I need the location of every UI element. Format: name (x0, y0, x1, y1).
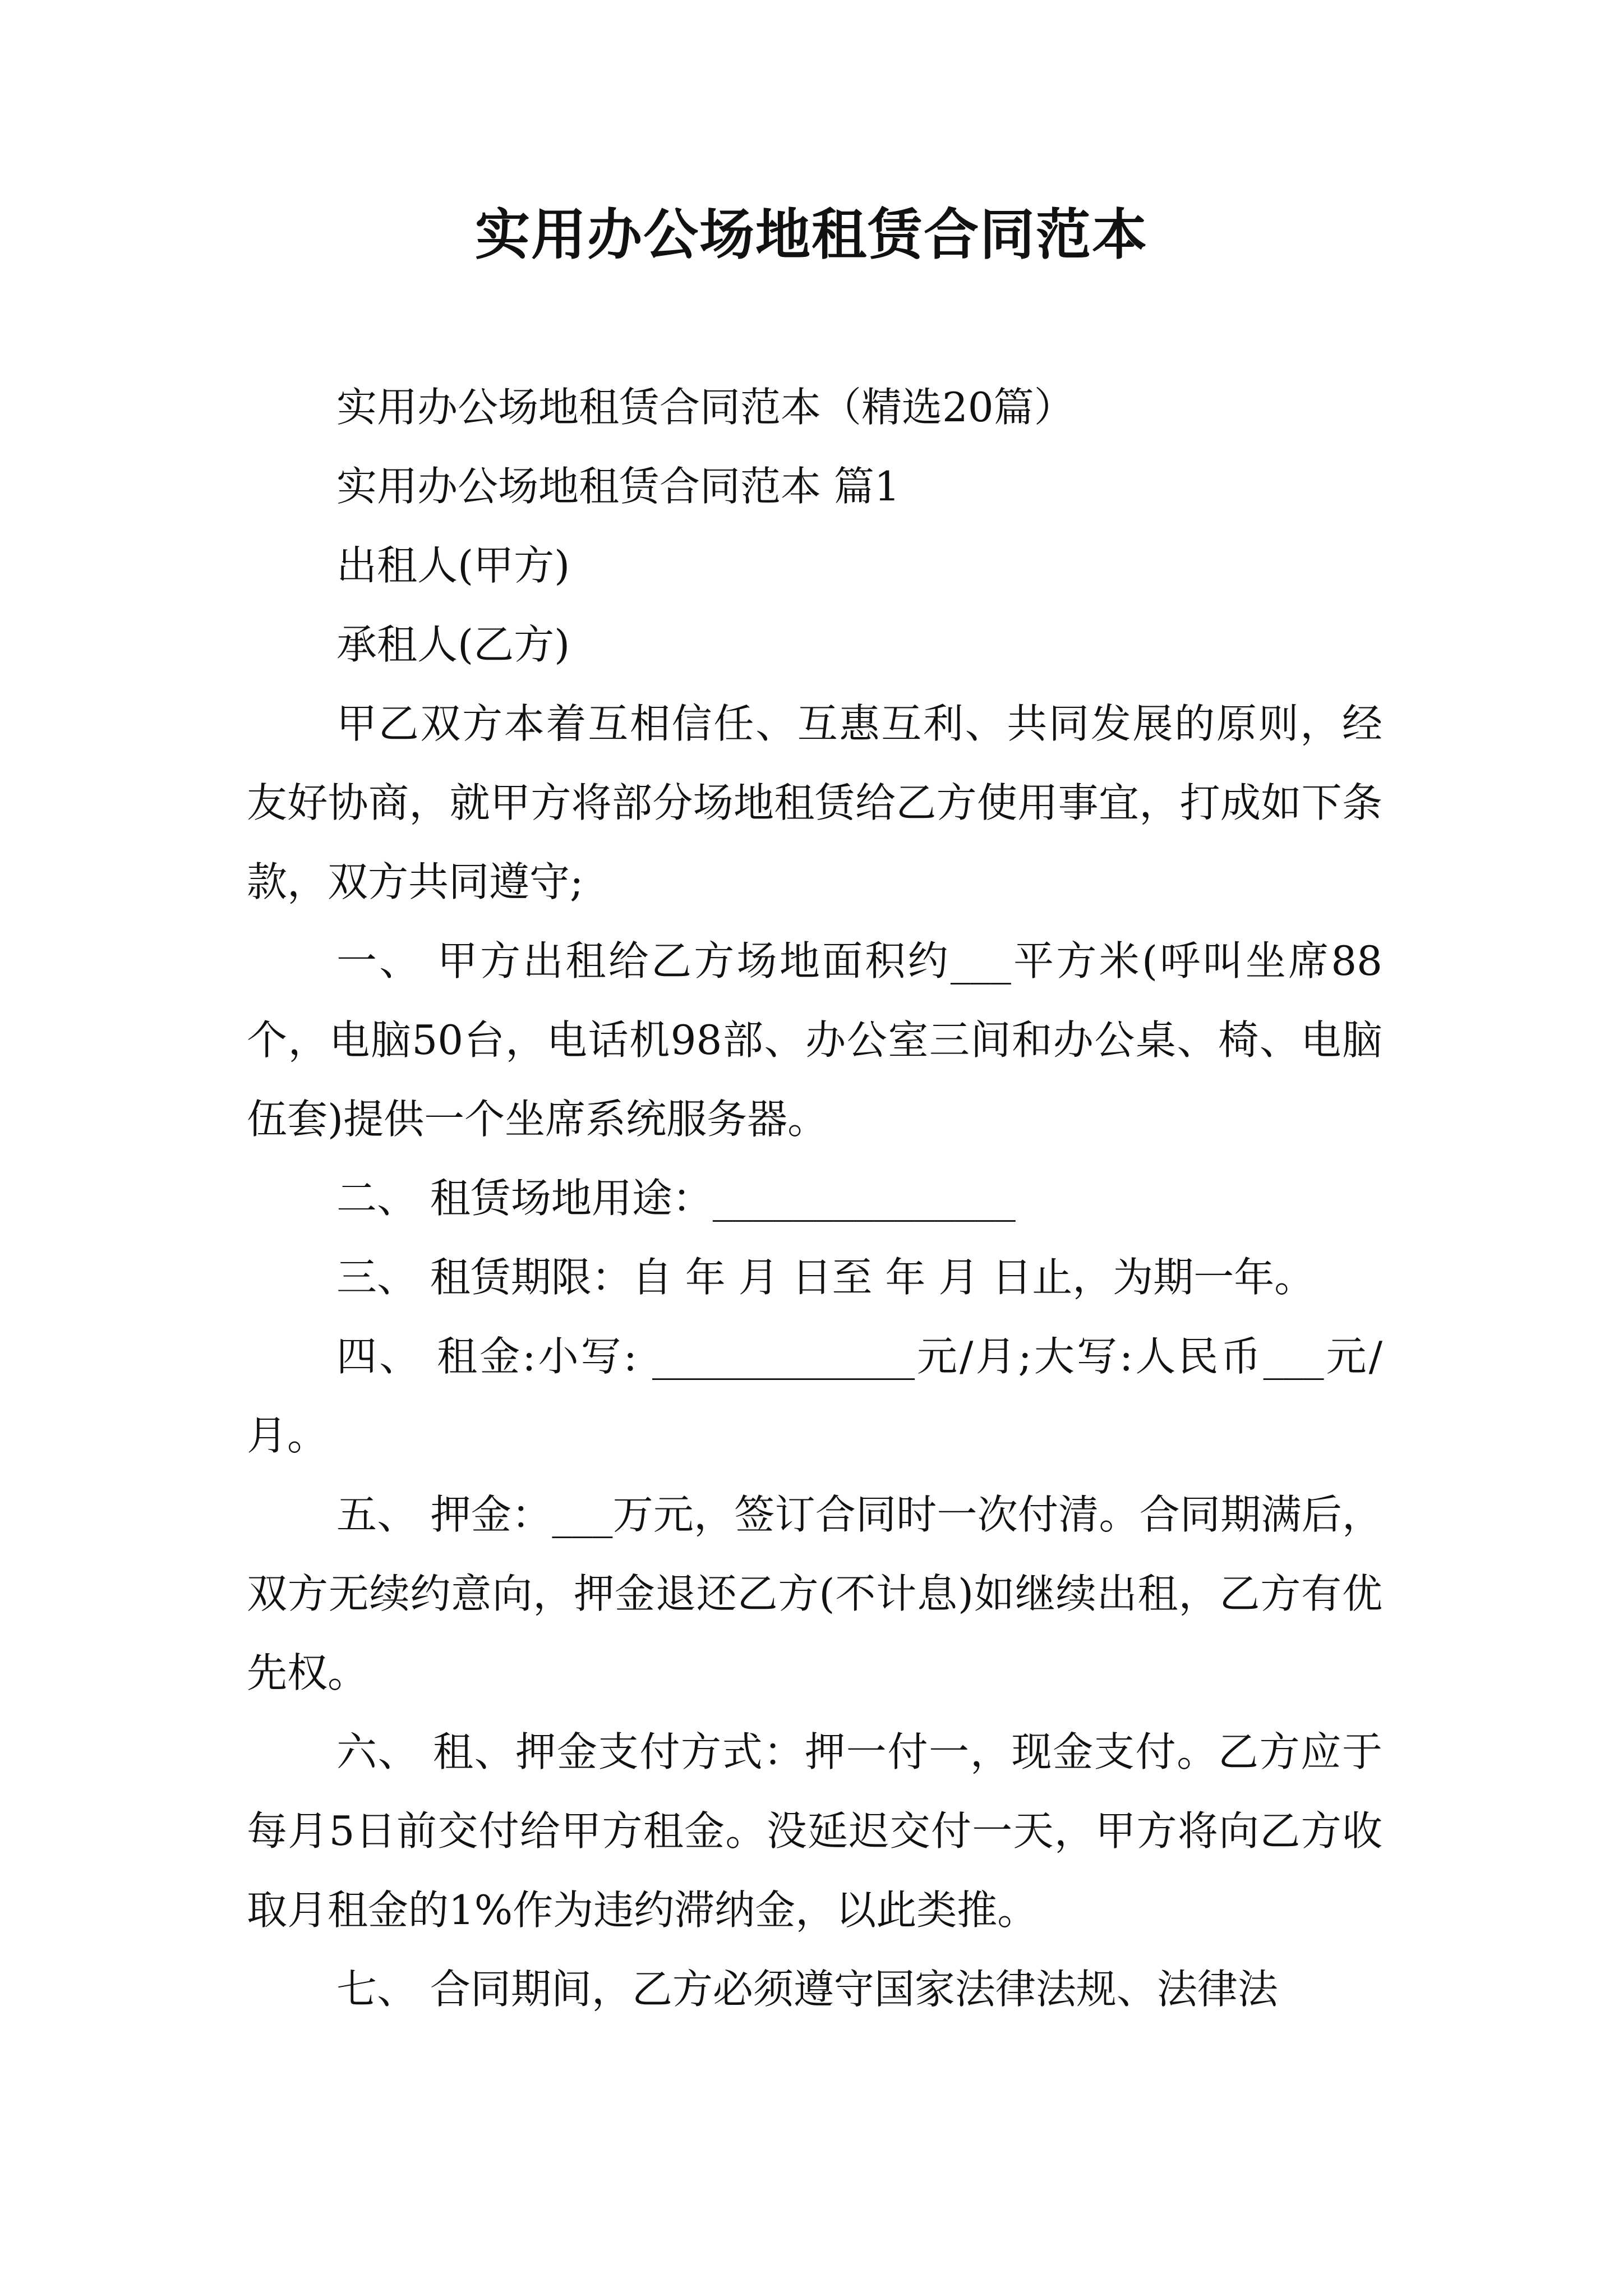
clause-4-rent: 四、 租金:小写: _____________元/月;大写:人民币___元/月。 (247, 1333, 1382, 1459)
document-title: 实用办公场地租赁合同范本 (474, 203, 1148, 267)
clause-7-compliance: 七、 合同期间，乙方必须遵守国家法律法规、法律法 (336, 1966, 1278, 2013)
clause-2-purpose: 二、 租赁场地用途：_______________ (336, 1175, 1016, 1222)
clause-5-deposit: 五、 押金：___万元，签订合同时一次付清。合同期满后，双方无续约意向，押金退还乙方(不计息)如继续出租，乙方有优先权。 (247, 1491, 1382, 1696)
paragraph-heading-collection: 实用办公场地租赁合同范本（精选20篇） (336, 384, 1075, 431)
clause-3-term: 三、 租赁期限：自 年 月 日至 年 月 日止，为期一年。 (336, 1254, 1315, 1301)
paragraph-heading-article-1: 实用办公场地租赁合同范本 篇1 (336, 463, 900, 510)
clause-1-area: 一、 甲方出租给乙方场地面积约___平方米(呼叫坐席88个，电脑50台，电话机98部、办公室三间和办公桌、椅、电脑伍套)提供一个坐席系统服务器。 (247, 937, 1382, 1143)
paragraph-preamble: 甲乙双方本着互相信任、互惠互利、共同发展的原则，经友好协商，就甲方将部分场地租赁给乙方使用事宜，打成如下条款，双方共同遵守; (247, 700, 1382, 905)
paragraph-lessor: 出租人(甲方) (336, 542, 570, 589)
paragraph-lessee: 承租人(乙方) (336, 621, 570, 668)
document-body (247, 368, 1382, 2029)
clause-6-payment: 六、 租、押金支付方式：押一付一，现金支付。乙方应于每月5日前交付给甲方租金。没延迟交付一天，甲方将向乙方收取月租金的1%作为违约滞纳金，以此类推。 (247, 1728, 1382, 1934)
